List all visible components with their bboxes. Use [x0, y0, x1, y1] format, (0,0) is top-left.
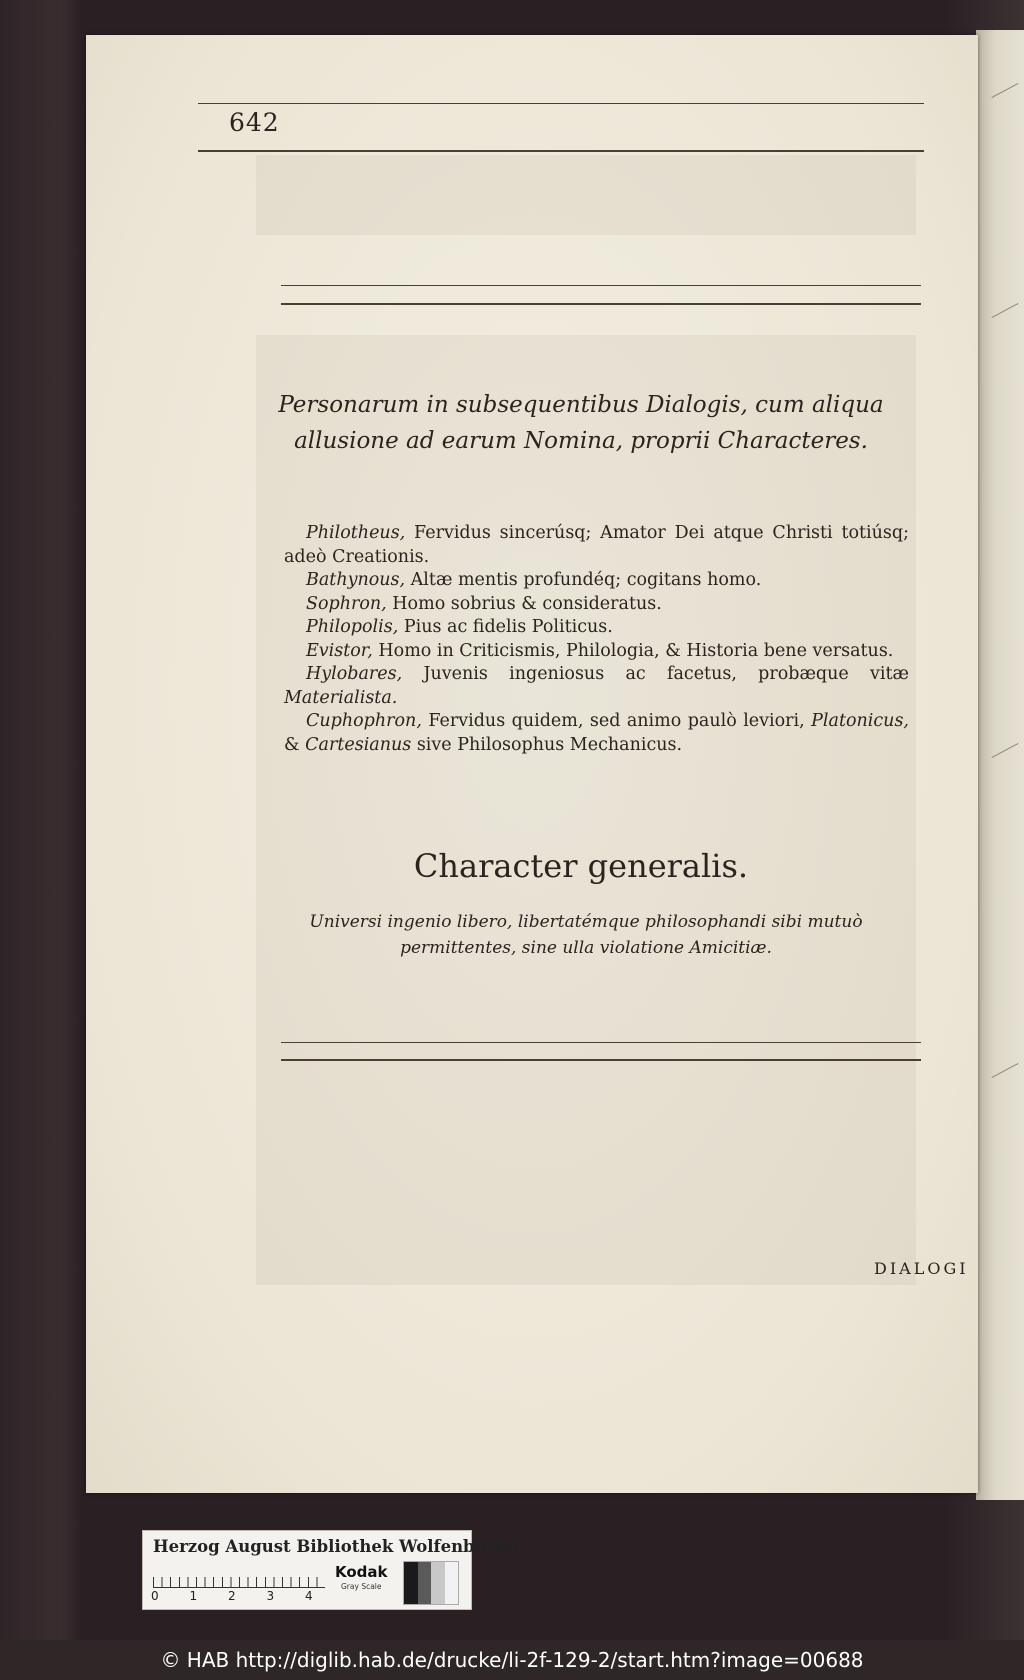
- facing-page-mark: [992, 303, 1019, 318]
- person-name: Cuphophron,: [306, 711, 422, 731]
- person-name: Philotheus,: [306, 523, 406, 543]
- show-through: [256, 335, 916, 1285]
- gray-patch: [404, 1562, 418, 1604]
- person-name: Hylobares,: [306, 664, 403, 684]
- facing-page-mark: [992, 743, 1019, 758]
- person-description: Altæ mentis profundéq; cogitans homo.: [405, 570, 762, 590]
- catchword: DIALOGI: [874, 1259, 969, 1278]
- facing-page-mark: [992, 83, 1019, 98]
- measurement-ruler: [153, 1567, 325, 1588]
- facing-page-mark: [992, 1063, 1019, 1078]
- ruler-number: 2: [228, 1589, 236, 1603]
- show-through: [256, 155, 916, 235]
- person-entry: [284, 710, 909, 757]
- person-description: &: [284, 734, 306, 755]
- gray-patches: [403, 1561, 459, 1605]
- copyright-footer: © HAB http://diglib.hab.de/drucke/li-2f-129-2/start.htm?image=00688: [0, 1640, 1024, 1680]
- section-heading: Personarum in subsequentibus Dialogis, cum aliqua allusione ad earum Nomina, proprii Characteres.: [278, 392, 884, 454]
- ornament-rule: [281, 285, 921, 286]
- person-entry: [284, 663, 909, 710]
- gray-patch: [418, 1562, 432, 1604]
- person-description: Cartesianus: [305, 734, 412, 755]
- ruler-number: 0: [151, 1589, 159, 1603]
- person-description: Homo sobrius & consideratus.: [386, 593, 662, 614]
- person-description: Fervidus sincerúsq; Amator Dei atque Christi totiúsq; adeò Creationis.: [284, 523, 909, 567]
- persons-list: [284, 522, 909, 757]
- person-description: sive Philosophus Mechanicus.: [411, 734, 683, 755]
- gray-patch: [445, 1562, 459, 1604]
- person-entry: [284, 522, 909, 569]
- page-number: 642: [229, 108, 280, 137]
- general-text: Universi ingenio libero, libertatémque philosophandi sibi mutuò permittentes, sine ulla violatione Amicitiæ.: [309, 912, 863, 958]
- person-name: Philopolis,: [306, 617, 399, 637]
- ruler-number: 3: [266, 1589, 275, 1603]
- ornament-rule: [281, 303, 921, 305]
- facing-page-edge: [976, 30, 1024, 1500]
- person-name: Bathynous,: [306, 570, 406, 590]
- gray-patch: [431, 1562, 445, 1604]
- general-title: Character generalis.: [413, 847, 749, 885]
- ruler-number: 1: [189, 1589, 198, 1603]
- closing-rule: [281, 1042, 921, 1043]
- person-entry: [284, 593, 909, 617]
- person-name: Sophron,: [306, 593, 387, 614]
- book-page: [86, 35, 978, 1493]
- person-description: Homo in Criticismis, Philologia, & Historia bene versatus.: [372, 640, 894, 661]
- person-description: Fervidus quidem, sed animo paulò leviori,: [421, 711, 812, 731]
- header-rule-top: [198, 103, 924, 104]
- person-entry: [284, 569, 909, 593]
- gray-scale-label: Gray Scale: [341, 1582, 382, 1591]
- person-name: Evistor,: [306, 640, 373, 661]
- person-entry: [284, 616, 909, 640]
- ruler-number: 4: [305, 1589, 313, 1603]
- ruler-numbers: [151, 1589, 341, 1605]
- kodak-logo: Kodak: [335, 1563, 388, 1581]
- person-description: Materialista.: [284, 687, 398, 708]
- person-description: Pius ac fidelis Politicus.: [398, 617, 613, 637]
- person-entry: [284, 640, 909, 664]
- person-description: Platonicus,: [811, 711, 909, 731]
- person-description: Juvenis ingeniosus ac facetus, probæque vitæ: [402, 664, 909, 684]
- library-name: Herzog August Bibliothek Wolfenbüttel: [153, 1537, 519, 1556]
- color-scale-card: [142, 1530, 519, 1610]
- header-rule-bottom: [198, 150, 924, 152]
- closing-rule: [281, 1059, 921, 1061]
